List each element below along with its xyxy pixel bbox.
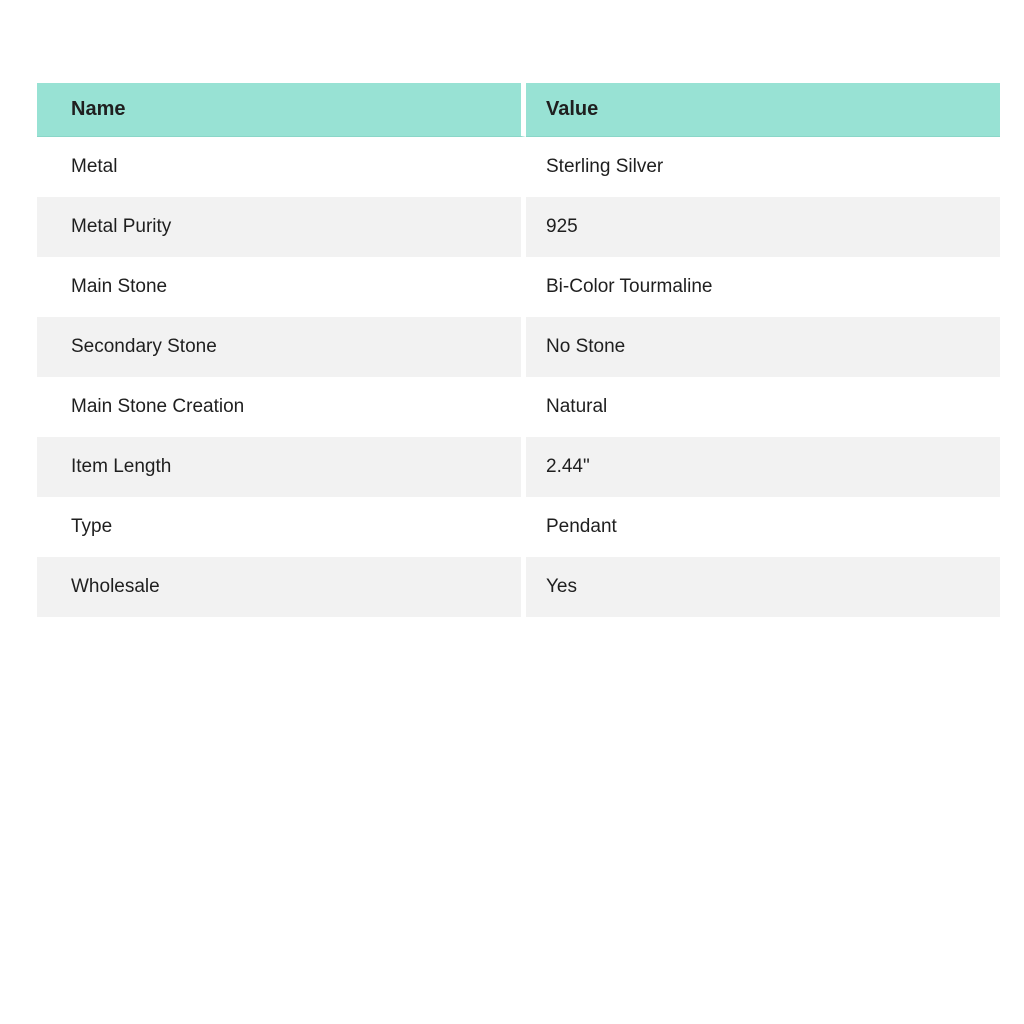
spec-value-cell: Natural — [526, 377, 1000, 437]
spec-name-cell: Metal Purity — [37, 197, 526, 257]
spec-value-cell: Yes — [526, 557, 1000, 617]
table-row — [37, 317, 1000, 377]
spec-name-cell: Main Stone Creation — [37, 377, 526, 437]
spec-value-cell: Bi-Color Tourmaline — [526, 257, 1000, 317]
spec-value-cell: Pendant — [526, 497, 1000, 557]
spec-name-cell: Wholesale — [37, 557, 526, 617]
table-header-row — [37, 83, 1000, 137]
table-row — [37, 137, 1000, 197]
spec-name-cell: Secondary Stone — [37, 317, 526, 377]
spec-name-cell: Item Length — [37, 437, 526, 497]
table-row — [37, 437, 1000, 497]
spec-name-cell: Main Stone — [37, 257, 526, 317]
column-header-value: Value — [526, 83, 1000, 137]
spec-name-cell: Metal — [37, 137, 526, 197]
table-row — [37, 257, 1000, 317]
table-body — [37, 137, 1000, 617]
spec-value-cell: 925 — [526, 197, 1000, 257]
item-specifics-table — [37, 83, 1000, 617]
table-row — [37, 377, 1000, 437]
table-row — [37, 557, 1000, 617]
spec-name-cell: Type — [37, 497, 526, 557]
table-header — [37, 83, 1000, 137]
table-row — [37, 497, 1000, 557]
table-row — [37, 197, 1000, 257]
column-header-name: Name — [37, 83, 526, 137]
spec-value-cell: No Stone — [526, 317, 1000, 377]
spec-value-cell: Sterling Silver — [526, 137, 1000, 197]
spec-value-cell: 2.44" — [526, 437, 1000, 497]
